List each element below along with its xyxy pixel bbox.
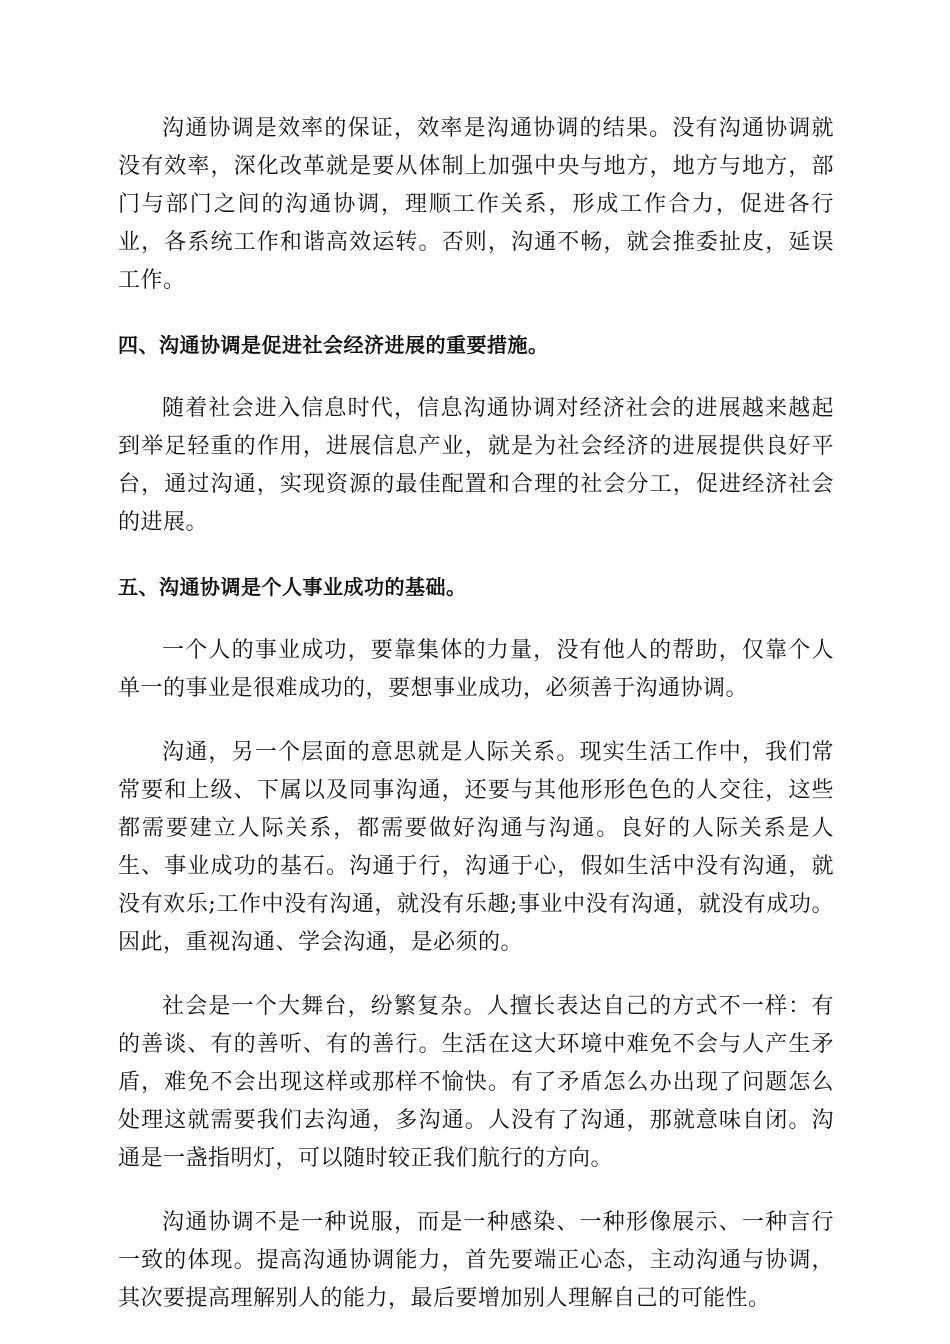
section-heading-five: 五、沟通协调是个人事业成功的基础。: [118, 575, 467, 599]
paragraph-not-persuasion: 沟通协调不是一种说服，而是一种感染、一种形像展示、一种言行一致的体现。提高沟通协调能力，首先要端正心态，主动沟通与协调，其次要提高理解别人的能力，最后要增加别人理解自己的可能性。: [118, 1210, 834, 1311]
section-heading-four: 四、沟通协调是促进社会经济进展的重要措施。: [118, 333, 549, 357]
paragraph-efficiency: 沟通协调是效率的保证，效率是沟通协调的结果。没有沟通协调就没有效率，深化改革就是要从体制上加强中央与地方，地方与地方，部门与部门之间的沟通协调，理顺工作关系，形成工作合力，促进各行业，各系统工作和谐高效运转。否则，沟通不畅，就会推委扯皮，延误工作。: [118, 116, 834, 293]
paragraph-information-age: 随着社会进入信息时代，信息沟通协调对经济社会的进展越来越起到举足轻重的作用，进展信息产业，就是为社会经济的进展提供良好平台，通过沟通，实现资源的最佳配置和合理的社会分工，促进经济社会的进展。: [118, 396, 834, 535]
paragraph-personal-success: 一个人的事业成功，要靠集体的力量，没有他人的帮助，仅靠个人单一的事业是很难成功的，要想事业成功，必须善于沟通协调。: [118, 638, 834, 701]
paragraph-interpersonal: 沟通，另一个层面的意思就是人际关系。现实生活工作中，我们常常要和上级、下属以及同事沟通，还要与其他形形色色的人交往，这些都需要建立人际关系，都需要做好沟通与沟通。良好的人际关系是人生、事业成功的基石。沟通于行，沟通于心，假如生活中没有沟通，就没有欢乐;工作中没有沟通，就没有乐趣;事业中没有沟通，就没有成功。因此，重视沟通、学会沟通，是必须的。: [118, 740, 834, 955]
document-body: [118, 110, 834, 1344]
paragraph-society-stage: 社会是一个大舞台，纷繁复杂。人擅长表达自己的方式不一样：有的善谈、有的善听、有的善行。生活在这大环境中难免不会与人产生矛盾，难免不会出现这样或那样不愉快。有了矛盾怎么办出现了问题怎么处理这就需要我们去沟通，多沟通。人没有了沟通，那就意味自闭。沟通是一盏指明灯，可以随时较正我们航行的方向。: [118, 994, 834, 1171]
